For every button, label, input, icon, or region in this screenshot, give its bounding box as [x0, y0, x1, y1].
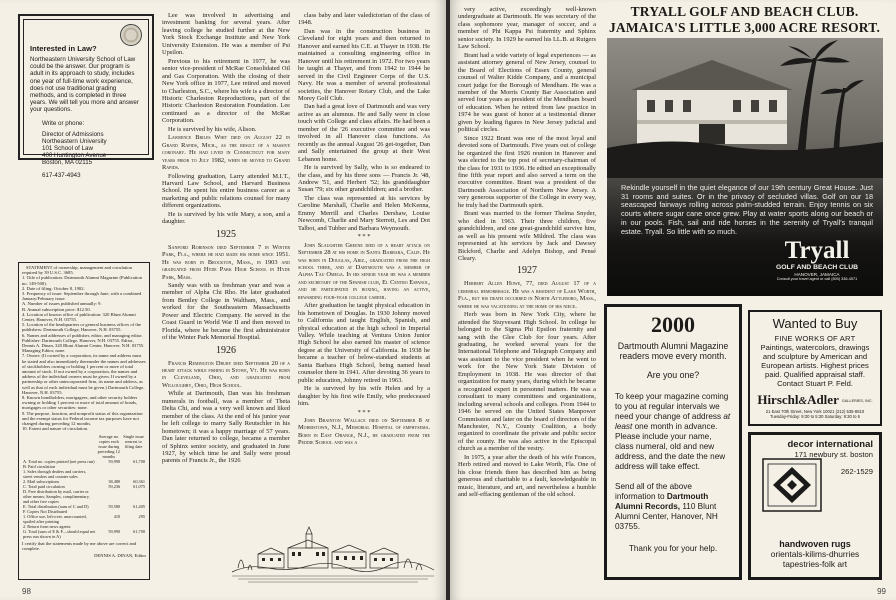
left-col2-paragraph: * * *	[357, 408, 371, 416]
law-ad-phone: 617-437-4943	[42, 172, 81, 180]
woven-rug-illustration	[761, 457, 823, 513]
tryall-photo	[607, 38, 883, 296]
circulation-table-cell: C. Total paid circulation	[23, 483, 65, 489]
left-col2-paragraph: John Brainton Wallace died on September 8 at Morristown, N.J., Memorial Hospital of emphysema. Born in East Orange, N.J., he graduated from the Peddie School and was a	[298, 417, 430, 447]
statement-item: 2. Date of filing: October 8, 1982.	[22, 285, 85, 291]
statement-certify: I certify that the statements made by me above are correct and complete.	[22, 540, 137, 551]
obituary-group-1925	[162, 244, 290, 342]
address-ad-body	[615, 392, 731, 472]
decor-ad-phone: 262-1529	[840, 467, 873, 476]
circulation-table-row	[22, 489, 146, 504]
art-ad-title: Wanted to Buy	[772, 316, 858, 331]
left-col1-paragraph: Lee was involved in advertising and investment banking for several years. After leaving college he studied further at the New York Stock Exchange Institute and New York University Extension. He was a member of Psi Upsilon.	[162, 12, 290, 57]
tryall-body: Rekindle yourself in the quiet elegance of our 19th century Great House. Just 31 rooms and suites. Or in the privacy of secluded villas. Golf on our 18 seascaped fairways rolling across palm-studded terrain. Enjoy tennis on six courts where sugar cane once grew. Play at water sports along our beach or in our pools. Fish, sail and ride horses in the serenity of Tryall's tranquil estate. Tryall. So little with so much.	[621, 183, 873, 236]
address-ad-send	[615, 482, 731, 532]
right-page-number: 99	[877, 587, 886, 596]
art-ad-logo-tag: GALLERIES, INC.	[841, 398, 873, 403]
law-ad-address-5: Boston, MA 02115	[42, 159, 93, 166]
address-ad-body-em: at least	[615, 411, 731, 431]
law-ad-address-2: Northeastern University	[42, 137, 107, 145]
statement-item: 3. Frequency of issue: September through June, with a combined January/February issue.	[22, 291, 142, 302]
year-heading-1925: 1925	[216, 228, 236, 240]
law-ad-title: Interested in Law?	[30, 44, 97, 53]
decor-ad-address: 171 newbury st. boston	[794, 450, 873, 459]
left-col1-paragraph: Previous to his retirement in 1977, he was senior vice-president of McRae Consolidated Oil and Gas Corporation. With the closing of their New York office in 1977, Lee retired and moved to Charleston, S.C., where his wife is a director of Historic Charleston Reproductions, part of the Historic Charleston Restoration Foundation. Lee continued as a director of the McRae Corporation.	[162, 57, 290, 125]
statement-items	[22, 275, 146, 431]
circulation-table-cell: E. Total distribution (sum of C and D)	[23, 503, 89, 509]
left-col1c-paragraph: While at Dartmouth, Dan was his freshman numerals in football, was a member of Theta Delta Chi, and was a very well known and liked member of the class. At the end of his junior year he left college to marry Sally Reutschler in his hometown; it was a happy marriage of 57 years. Dan later returned to college, became a member of Sphinx senior society, and graduated in June 1927, by which time he and Sally were proud parents of Francis Jr., the 1926	[162, 390, 290, 465]
left-col2-paragraph: Dan was in the construction business in Cleveland for eight years and then returned to Hanover and earned his C.E. at Thayer in 1938. He maintained a consulting engineering office in Hanover until his retirement in 1972. For two years he taught at Thayer, and from 1942 to 1944 he served in the Civil Engineer Corps of the U.S. Navy. He was a member of several professional societies, the Hanover Rotary Club, and the Lake Morey Golf Club.	[298, 27, 430, 102]
statement-item: 4. Location of known office of publication: 320 Blunt Alumni Center, Hanover, N.H. 03755.	[22, 311, 136, 323]
circulation-table-cell: 410	[113, 513, 121, 519]
statement-item: 5. Location of the headquarters or general business offices of the publishers: Dartmouth College, Hanover, N.H. 03755.	[22, 322, 141, 333]
circulation-table-cell: 61,075	[133, 483, 145, 489]
statement-item: 8. Known bondholders, mortgagees, and other security holders owning or holding 1 percent or more of total amount of bonds, mortgages or other securities: none.	[22, 395, 138, 411]
right-col1-paragraph: Since 1922 Brant was one of the most loyal and devoted sons of Dartmouth. Five years out of college he organized the first 1926 reunion in Hanover and was elected to the top post of secretary-chairman of the class for 1931 to 1936. He edited an exceptionally fine fifth year report and also served a term on the executive committee. Brant was a president of the Dartmouth Association of Northern New Jersey. A very generous supporter of the College in every way, he truly had the Dartmouth spirit.	[458, 134, 596, 209]
tryall-resort-ad	[605, 2, 884, 298]
tryall-logo-place: HANOVER, JAMAICA	[794, 272, 840, 277]
art-ad-hours: Tuesday-Friday: 9:30 to 5:30 Saturday: 9:30 to 5	[770, 413, 860, 419]
tryall-logo-sub: GOLF AND BEACH CLUB	[775, 264, 859, 271]
statement-item: 9. The purpose, function, and nonprofit status of this organization and the exempt status for Federal income tax purposes have not changed during preceding 12 months.	[22, 410, 143, 427]
circulation-table-cell: 1. Sales through dealers and carriers, street vendors and counter sales	[23, 468, 87, 479]
circulation-table-row	[22, 469, 146, 479]
left-col2-paragraph: John Slaughter Greene died of a heart attack on September 28 at his home in Santa Barbara, Calif. He was born in Douglas, Ariz., graduated from the high school there, and at Dartmouth was a member of Alpha Tau Omega. In his senior year he was a member and secretary of the Spanish club, El Centro Espanol, and he participated in boxing, having an active, rewarding four-year college career.	[298, 241, 430, 301]
address-ad-send-post: 110 Blunt Alumni Center, Hanover, NH 03755.	[615, 501, 718, 531]
campus-engraving-illustration	[228, 524, 438, 586]
tryall-headline-1: TRYALL GOLF AND BEACH CLUB.	[630, 4, 859, 19]
law-ad-seal	[120, 24, 142, 46]
statement-of-ownership	[18, 262, 150, 580]
art-ad-sub: FINE WORKS OF ART	[774, 334, 856, 343]
statement-item: B. Annual subscription price: $12.50.	[22, 306, 91, 312]
decor-ad-line3: tapestries-folk art	[782, 559, 848, 569]
circulation-table-cell	[96, 489, 121, 504]
right-col1b-paragraph: Herbert Allen Howe, 77, died August 17 of a cerebral hemorrhage. He was a resident of Lake Worth, Fla., but his death occurred in North Attleboro, Mass., where he was vacationing at the home of his niece.	[458, 280, 596, 310]
art-ad-logo-left: Hirschl	[757, 391, 799, 407]
decor-ad-title: decor international	[787, 439, 873, 450]
statement-intro: STATEMENT of ownership, management and circulation required by 39 U.S.C. 3685.	[22, 265, 132, 276]
address-ad-send-bold: Dartmouth Alumni Records,	[615, 491, 709, 511]
law-school-ad	[18, 14, 154, 180]
left-col1-paragraph: He is survived by his wife, Alison.	[168, 125, 257, 133]
right-col1-paragraph: Brant had a wide variety of legal experiences — as assistant attorney general of New Jersey, counsel to the Board of Elections of Essex County, general counsel of Walter Kidde Company, and a municipal court judge for the Borough of Mendham. He was a member of the Morris County Bar Association and served four years as president of the Mendham board of education. When he retired from law practice in 1974 he was guest of honor at a testimonial dinner given by leading figures in New Jersey judicial and political circles.	[458, 51, 596, 134]
circulation-table-cell: 61,405	[133, 503, 145, 509]
tryall-headline-2: JAMAICA'S LITTLE 3,000 ACRE RESORT.	[608, 20, 881, 35]
art-wanted-ad	[748, 310, 882, 426]
left-column-1	[162, 12, 290, 532]
tryall-great-house-illustration	[607, 38, 883, 178]
left-column-2	[298, 12, 430, 517]
art-ad-address: 21 East 70th Street, New York 10021 (212) 535-8810	[765, 408, 865, 414]
year-heading-1926: 1926	[216, 344, 236, 356]
left-col1-paragraph: Following graduation, Larry attended M.I.T., Harvard Law School, and Harvard Business School. He spent his entire business career as a marketing and public relations counsel for many different organizations.	[162, 172, 290, 210]
left-col1b-paragraph: Sandy was with us freshman year and was a member of Alpha Chi Rho. He later graduated from Bentley College in Waltham, Mass., and worked for the Southeastern Massachusetts Power and Electric Company. He served in the Coast Guard in World War II and then moved to Florida, where he became the first administrator of the Winter Park Memorial Hospital.	[162, 281, 290, 342]
circulation-table-row	[22, 514, 146, 524]
address-ad-line1: Dartmouth Alumni Magazine readers move every month.	[617, 341, 729, 362]
decor-ad-line2: orientals-kilims-dhurries	[770, 549, 860, 559]
law-ad-address-1: Director of Admissions	[42, 130, 104, 138]
art-ad-logo-right: Adler	[807, 391, 839, 407]
left-col2-paragraph: He is survived by Sally, who is so endeared to the class, and by his three sons — Francis Jr. '48, Andrew '51, and Herbert '52; his granddaughter Susan '79; six other grandchildren; and a brother.	[298, 164, 430, 194]
statement-item: 7. Owner: (If owned by a corporation, its name and address must be stated and also immediately thereunder the names and addresses of stockholders owning or holding 1 percent or more of total amount of stock. If not owned by a corporation, the names and address of the individual owners must be given. If owned by a partnership or other unincorporated firm, its name and address, as well as that of each individual must be given.) Dartmouth College, Hanover, N.H. 03755.	[22, 353, 146, 395]
law-ad-body: Northeastern University School of Law could be the answer. Our program is adult in its approach to study, includes one year of full-time work experience, does not use traditional grading methods, and is completed in three years. We will tell you more and answer your questions.	[30, 56, 139, 114]
right-page	[450, 0, 896, 600]
circulation-table-cell: 59,236	[108, 483, 121, 489]
statement-item: 10. Extent and nature of circulation.	[22, 426, 89, 432]
address-ad-body-post: one month in advance. Please include your name, class numeral, old and new address, and the date the new address will take effect.	[615, 421, 726, 471]
tryall-logo-contact: Consult your travel agent or call (800) 336-4571	[776, 277, 858, 281]
art-ad-logo-amp: &	[798, 394, 808, 407]
circulation-table-cell: 59,580	[108, 503, 121, 509]
circulation-table-cell: 38,480	[108, 478, 121, 484]
obituary-group-2	[298, 12, 430, 447]
address-ad-thanks: Thank you for your help.	[628, 543, 718, 553]
left-col1b-paragraph: Sanford Robinson died September 7 in Winter Park, Fla., where he had made his home since 1951. He was born in Brockton, Mass., in 1903 and graduated from Hyde Park High School in Hyde Park, Mass.	[162, 243, 290, 281]
circulation-table-header: Average no. copies each issue during preceding 12 months	[97, 433, 120, 459]
right-col1b-paragraph: Herb was born in New York City, where he attended the Stuyvesant High School. In college he belonged to the Sigma Phi Epsilon fraternity and sang with the Glee Club for four years. After graduating, he worked several years for the International Telephone and Telegraph Company and was assistant to the vice president when he went to work for the New York State Division of Employment in 1938. He was director of that organization for many years, during which he became a recognized expert in personnel matters. He was a consultant to many committees and organizations, including several schools and colleges. From 1944 to 1946 he served on the United States Manpower Commission and later on the board of directors of the Manchester, N.Y., County Coalition, a body organized to coordinate the private and public sector of the county. He was also active in the Episcopal church as a member of the vestry.	[458, 311, 596, 453]
circulation-table-cell	[121, 489, 146, 504]
obituary-group-1	[162, 12, 290, 226]
statement-item: A. Number of issues published annually: 9.	[22, 301, 102, 307]
left-col2-paragraph: * * *	[357, 233, 371, 241]
circulation-table-cell: 2. Mail subscriptions	[23, 478, 60, 484]
obituary-group-3	[458, 6, 596, 262]
obituary-group-1927	[458, 280, 596, 498]
circulation-table-cell	[96, 469, 121, 479]
circulation-table-cell: A. Total no. copies printed (net press run)	[23, 458, 95, 464]
left-col1-paragraph: He is survived by his wife Mary, a son, and a daughter.	[162, 210, 290, 226]
circulation-table-cell: 59,990	[108, 458, 121, 464]
law-ad-address-4: 400 Huntington Avenue	[42, 151, 107, 159]
law-ad-write: Write or phone:	[42, 119, 85, 127]
art-ad-body: Paintings, watercolors, drawings and sculpture by American and European artists. Highest prices paid. Qualified appraisal staff. Contact Stuart P. Feld.	[760, 343, 870, 388]
address-ad-body-pre: To keep your magazine coming to you at regular intervals we need your change of address	[615, 391, 729, 421]
left-col2-paragraph: Dan had a great love of Dartmouth and was very active as an alumnus. He and Sally were in close touch with College and class affairs. He had been a member of the '26 executive committee and was involved in all Hanover class functions. As recently as the annual August '26 get-together, Dan and Sally entertained the group at their West Lebanon home.	[298, 103, 430, 163]
tryall-logo: Tryall	[784, 237, 850, 264]
address-ad-question: Are you one?	[646, 369, 700, 380]
right-col1-paragraph: very active, exceedingly well-known undergraduate at Dartmouth. He was secretary of the class sophomore year, manager of soccer, and a member of Phi Kappa Psi fraternity and Sphinx senior society. In 1929 he earned his LL.B. at Rutgers Law School.	[458, 6, 596, 51]
address-ad-year: 2000	[651, 312, 695, 337]
left-col2-paragraph: The class was represented at his services by Caroline Marshall, Charlie and Helen McKenna, Emmy Merrill and Charles Dershaw, Louise Newcomb, Charlie and Mary Sterrett, Les and Dot Talbot, and Tubber and Barbara Weymouth.	[298, 194, 430, 232]
address-ad-send-pre: Send all of the above information to	[615, 481, 692, 501]
circulation-table-header	[22, 434, 96, 459]
decor-ad-sub: handwoven rugs	[779, 539, 851, 549]
obituary-group-1926	[162, 360, 290, 465]
circulation-table-cell: G. Total (sum of E & F—should equal net press run shown in A)	[23, 528, 96, 539]
circulation-table-header: Single issue nearest to filing date	[123, 433, 144, 449]
left-col1-paragraph: Lawrence Briles Whit died on August 22 in Grand Rapids, Mich., as the result of a massive coronary. He had lived in Connecticut for many years prior to July 1982, when he moved to Grand Rapids.	[162, 134, 290, 172]
right-col1b-paragraph: In 1975, a year after the death of his wife Frances, Herb retired and moved to Lake Worth, Fla. One of his close friends there has described him as being generous and charitable to a fault, knowledgeable in music, literature, and art, and nevertheless a humble and self-effacing gentleman of the old school.	[458, 453, 596, 499]
decor-international-ad	[748, 432, 882, 580]
left-col2-paragraph: class baby and later valedictorian of the class of 1948.	[298, 12, 430, 27]
circulation-table-cell: 2. Return from news agents	[23, 523, 71, 529]
circulation-table	[22, 434, 146, 539]
year-heading-1927: 1927	[517, 265, 537, 277]
statement-item: 6. Names and addresses of publisher, editor, and managing editor. Publisher: Dartmouth College, Hanover, N.H. 03755. Editor, Dennis A. Dinan, 320 Blunt Alumni Center, Hanover, N.H. 03755. Managing Editor, none.	[22, 332, 145, 354]
statement-signature: DENNIS A. DINAN, Editor	[94, 552, 146, 558]
circulation-table-cell: 59,990	[108, 528, 121, 534]
law-ad-address-3: 101 School of Law	[42, 144, 93, 152]
left-col2-paragraph: He is survived by his wife Helen and by a daughter by his first wife Emily, who predeceased him.	[298, 385, 430, 408]
right-column-1	[458, 6, 596, 586]
circulation-table-cell: 61,700	[133, 458, 145, 464]
circulation-table-cell: D. Free distribution by mail, carrier or other means; Samples, complimentary, and other free copies	[23, 488, 90, 504]
hirschl-adler-logo	[755, 393, 875, 408]
left-page-number: 98	[22, 587, 31, 596]
address-change-ad	[604, 304, 742, 580]
left-col1c-paragraph: Francis Remington Drury died September 20 of a heart attack while fishing in Stowe, Vt. He was born in Cleveland, Ohio, and graduated from Willoughby, Ohio, High School.	[162, 359, 290, 389]
statement-item: 1. Title of publication: Dartmouth Alumni Magazine (Publication no. 149-500).	[22, 275, 142, 286]
circulation-table-cell: F. Copies Not Distributed	[23, 508, 68, 514]
circulation-table-row	[22, 529, 146, 539]
right-col1-paragraph: Brant was married to the former Thelma Snyder, who died in 1963. Their three children, five grandchildren, and one great-grandchild survive him, as well as his present wife Mildred. The class was represented at his services by Jack and Dawsey Bickford, Charlie and Adelyn Bishop, and Pensé Cleary.	[458, 210, 596, 262]
circulation-table-cell: 60,361	[133, 478, 145, 484]
circulation-table-cell: 61,700	[133, 528, 145, 534]
circulation-table-cell: B. Paid circulation	[23, 463, 56, 469]
left-page	[0, 0, 446, 600]
circulation-table-cell	[121, 469, 146, 479]
circulation-table-cell: 295	[138, 513, 145, 519]
circulation-table-cell: 1. Office use, left-over, unaccounted, spoiled after printing	[23, 513, 87, 524]
left-col2-paragraph: After graduation he taught physical education in his hometown of Douglas. In 1930 Johnny moved to California and taught English, Spanish, and physical education at the high school in Imperial Valley. While teaching at Ventura Union Junior High School he also earned his master of science degree at the University of California. In 1938 he became a teacher of below-standard students at Santa Barbara High School, being named head counselor there in 1941. After devoting 36 years to public education, Johnny retired in 1963.	[298, 302, 430, 384]
